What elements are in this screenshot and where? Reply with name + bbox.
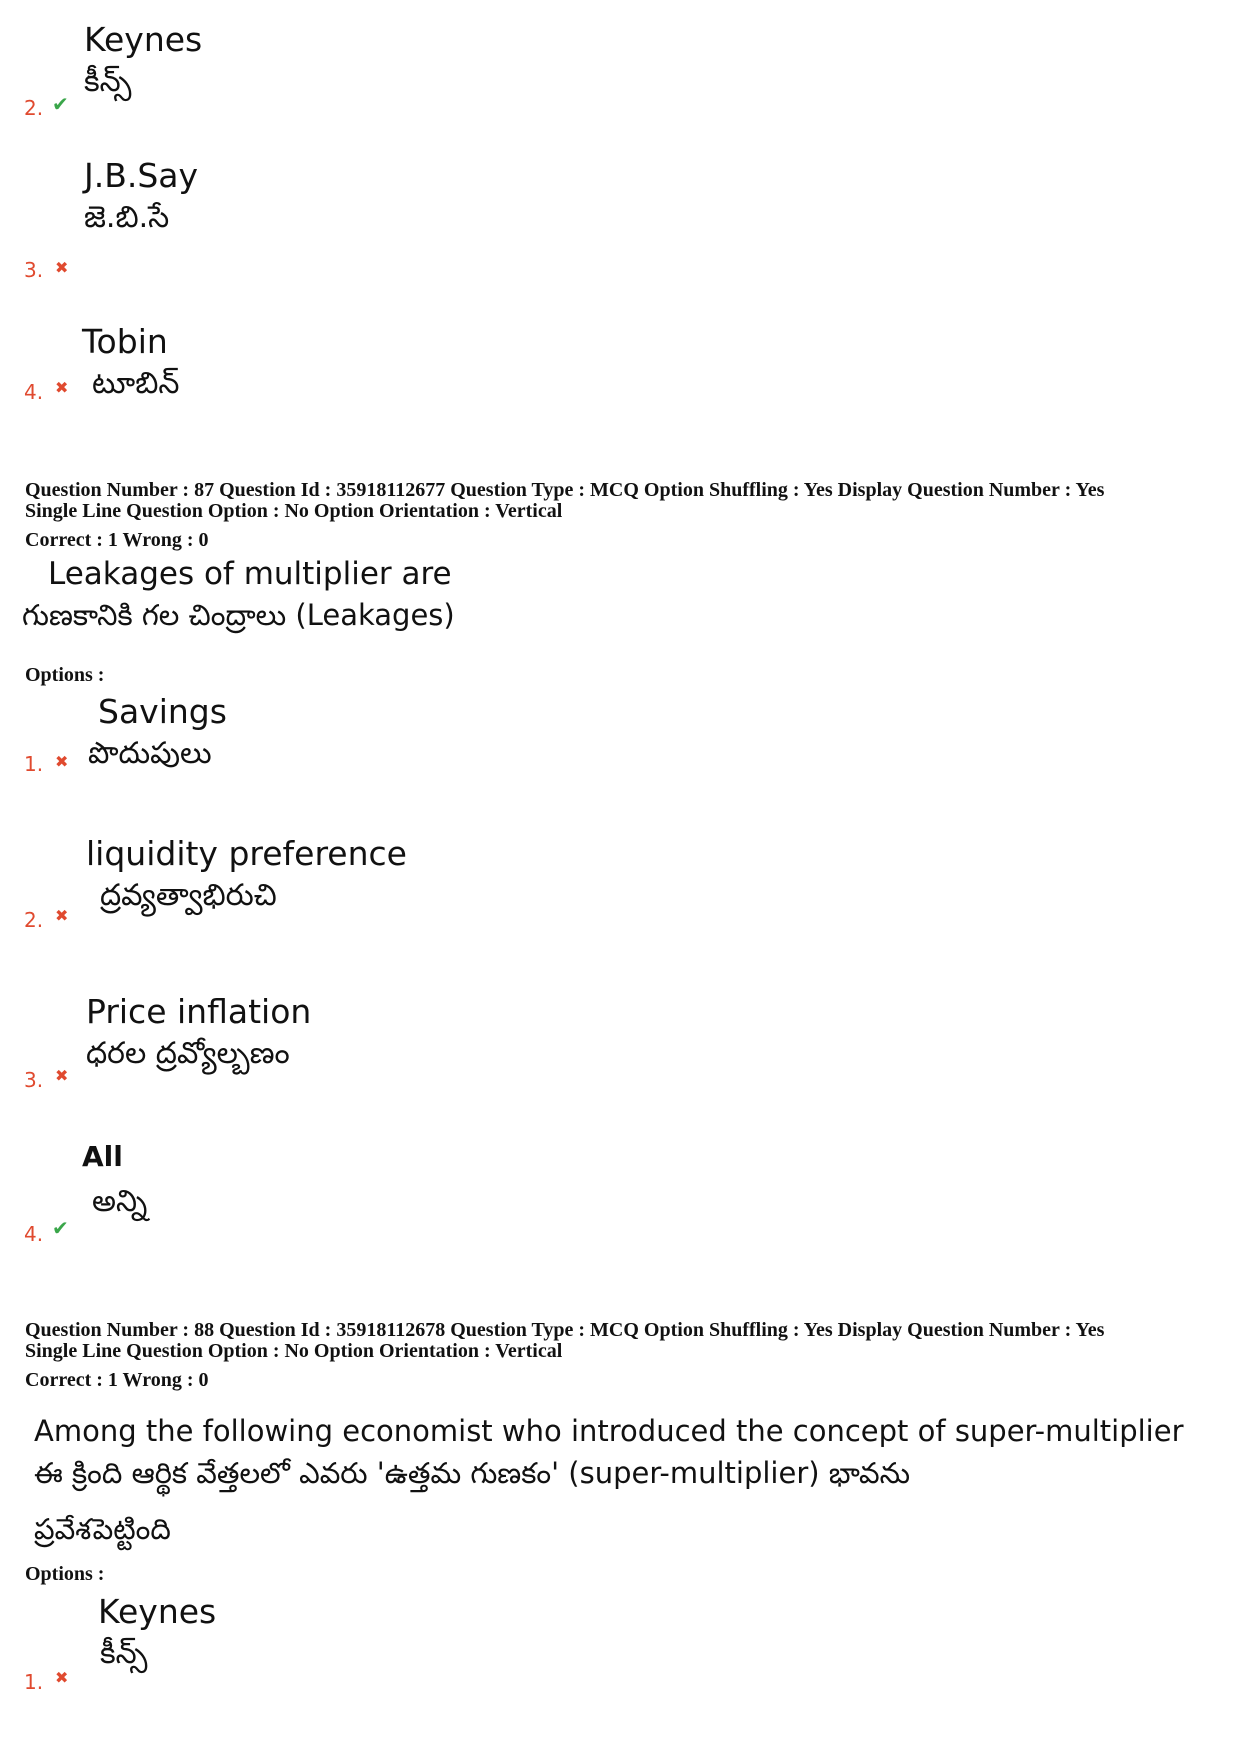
option-text-en: Keynes [98,1592,217,1631]
wrong-cross-icon: ✖ [55,1668,69,1687]
wrong-cross-icon: ✖ [55,258,69,277]
question-meta-line2: Single Line Question Option : No Option Orientation : Vertical [25,1340,563,1362]
question-text-te-line2: ప్రవేశపెట్టింది [34,1512,171,1546]
option-text-en: liquidity preference [86,834,407,873]
option-number: 3. [24,258,44,282]
option-text-en: All [82,1140,123,1173]
question-text-en: Among the following economist who introduced the concept of super-multiplier [34,1414,1184,1448]
wrong-cross-icon: ✖ [55,1066,69,1085]
option-text-te: టూబిన్ [92,366,180,401]
option-number: 2. [24,96,44,120]
correct-check-icon: ✔ [52,1216,69,1240]
option-text-te: ద్రవ్యత్వాభిరుచి [100,878,277,913]
option-number: 3. [24,1068,44,1092]
question-meta-line1: Question Number : 88 Question Id : 35918112678 Question Type : MCQ Option Shuffling : Yes Display Question Number : Yes [25,1319,1105,1341]
option-number: 1. [24,1670,44,1694]
question-meta-line2: Single Line Question Option : No Option Orientation : Vertical [25,500,563,522]
option-text-en: J.B.Say [84,156,199,195]
option-text-te: ధరల ద్రవ్యోల్బణం [86,1036,290,1071]
option-text-en: Savings [98,692,227,731]
correct-check-icon: ✔ [52,92,69,116]
option-number: 4. [24,380,44,404]
option-number: 4. [24,1222,44,1246]
question-score: Correct : 1 Wrong : 0 [25,529,209,551]
option-text-en: Keynes [84,20,203,59]
option-text-te: పొదుపులు [88,736,212,771]
question-text-te-line1: ఈ క్రింది ఆర్థిక వేత్తలలో ఎవరు 'ఉత్తమ గుణకం' (super-multiplier) భావను [34,1456,910,1490]
option-text-te: కీన్స్ [84,64,132,99]
option-text-te: జె.బి.సే [84,200,170,235]
options-label: Options : [25,664,105,686]
option-number: 2. [24,908,44,932]
option-text-te: కీన్స్ [100,1636,148,1671]
option-text-te: అన్ని [92,1184,148,1219]
options-label: Options : [25,1563,105,1585]
question-score: Correct : 1 Wrong : 0 [25,1369,209,1391]
wrong-cross-icon: ✖ [55,378,69,397]
question-text-te: గుణకానికి గల చింద్రాలు (Leakages) [22,598,455,632]
question-text-en: Leakages of multiplier are [48,556,452,592]
wrong-cross-icon: ✖ [55,752,69,771]
option-number: 1. [24,752,44,776]
option-text-en: Tobin [82,322,168,361]
option-text-en: Price inflation [86,992,312,1031]
question-meta-line1: Question Number : 87 Question Id : 35918112677 Question Type : MCQ Option Shuffling : Yes Display Question Number : Yes [25,479,1105,501]
wrong-cross-icon: ✖ [55,906,69,925]
